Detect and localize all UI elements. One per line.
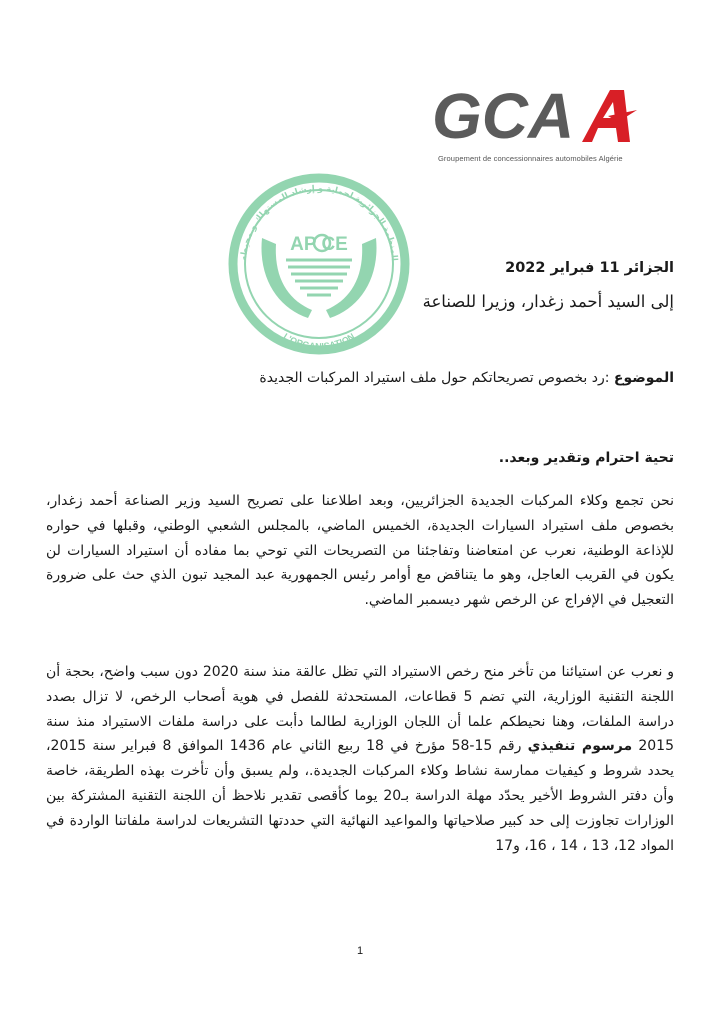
gca-logo-letters: GCA [432,82,575,152]
paragraph-2 [46,660,674,858]
gca-tagline: Groupement de concessionnaires automobiles Algérie [438,154,623,163]
letter-greeting: تحية احترام وتقدير وبعد.. [498,450,674,466]
apoce-emblem [228,168,410,360]
gca-logo-mark [432,82,642,152]
apoce-arc-text: المنظمة الجزائرية لحماية و إرشاد المستهلك و محيطه [239,183,399,262]
apoce-bottom-text: L'ORGANISATION [281,331,357,352]
paragraph-2-decree: مرسوم تنفيذي [527,738,633,755]
apoce-building-lines [286,260,352,295]
gca-logo [432,82,642,172]
page-number: 1 [356,945,364,957]
apoce-name: AP CE [290,234,348,255]
subject-text: :رد بخصوص تصريحاتكم حول ملف استيراد المركبات الجديدة [259,370,610,386]
apoce-watermark [228,168,410,360]
letter-date: الجزائر 11 فبراير 2022 [505,260,674,276]
letter-subject [259,370,674,386]
paragraph-2-part-a: و نعرب عن استيائنا من تأخر منح رخص الاستيراد التي تظل عالقة منذ سنة 2020 دون سبب واضح، بحجة أن اللجنة التقنية الوزارية، التي تضم 5 قطاعات، المستحدثة للفصل في هوية أصحاب الرخص، لا تزال بصدد دراسة الملفات، وهنا نحيطكم علما أن اللجان الوزارية لطالما دأبت على دراسة ملفات الاستيراد منذ سنة 2015 [46,664,674,755]
paragraph-1: نحن تجمع وكلاء المركبات الجديدة الجزائريين، وبعد اطلاعنا على تصريح السيد وزير الصناعة أحمد زغدار، بخصوص ملف استيراد السيارات الجديدة، الخميس الماضي، بالمجلس الشعبي الوطني، وقبلها في حواره للإذاعة الوطنية، نعرب عن امتعاضنا وتفاجئنا من التصريحات التي توحي بما مفاده أن استيراد السيارات لن يكون في القريب العاجل، وهو ما يتناقض مع أوامر رئيس الجمهورية عبد المجيد تبون الذي حث على ضرورة التعجيل في الإفراج عن الرخص شهر ديسمبر الماضي. [46,493,674,609]
letter-recipient: إلى السيد أحمد زغدار، وزيرا للصناعة [422,292,674,311]
subject-label: الموضوع [613,370,674,386]
paragraph-2-part-c: رقم 15-58 مؤرخ في 18 ربيع الثاني عام 1436 الموافق 8 فبراير سنة 2015، يحدد شروط و كيفيات ممارسة نشاط وكلاء المركبات الجديدة.، ولم يسبق وأن تأخرت بهذه الطريقة، خاصة وأن دفتر الشروط الأخير يحدّد مهلة الدراسة بـ20 يوما كأقصى تقدير نلاحظ أن اللجنة التقنية المشتركة بين الوزارات تجاوزت إلى حد كبير صلاحياتها والمواعيد النهائية التي حددتها التشريعات لدراسة ملفاتنا الواردة في المواد 12، 13 ، 14 ، 16، و17 [46,738,674,854]
